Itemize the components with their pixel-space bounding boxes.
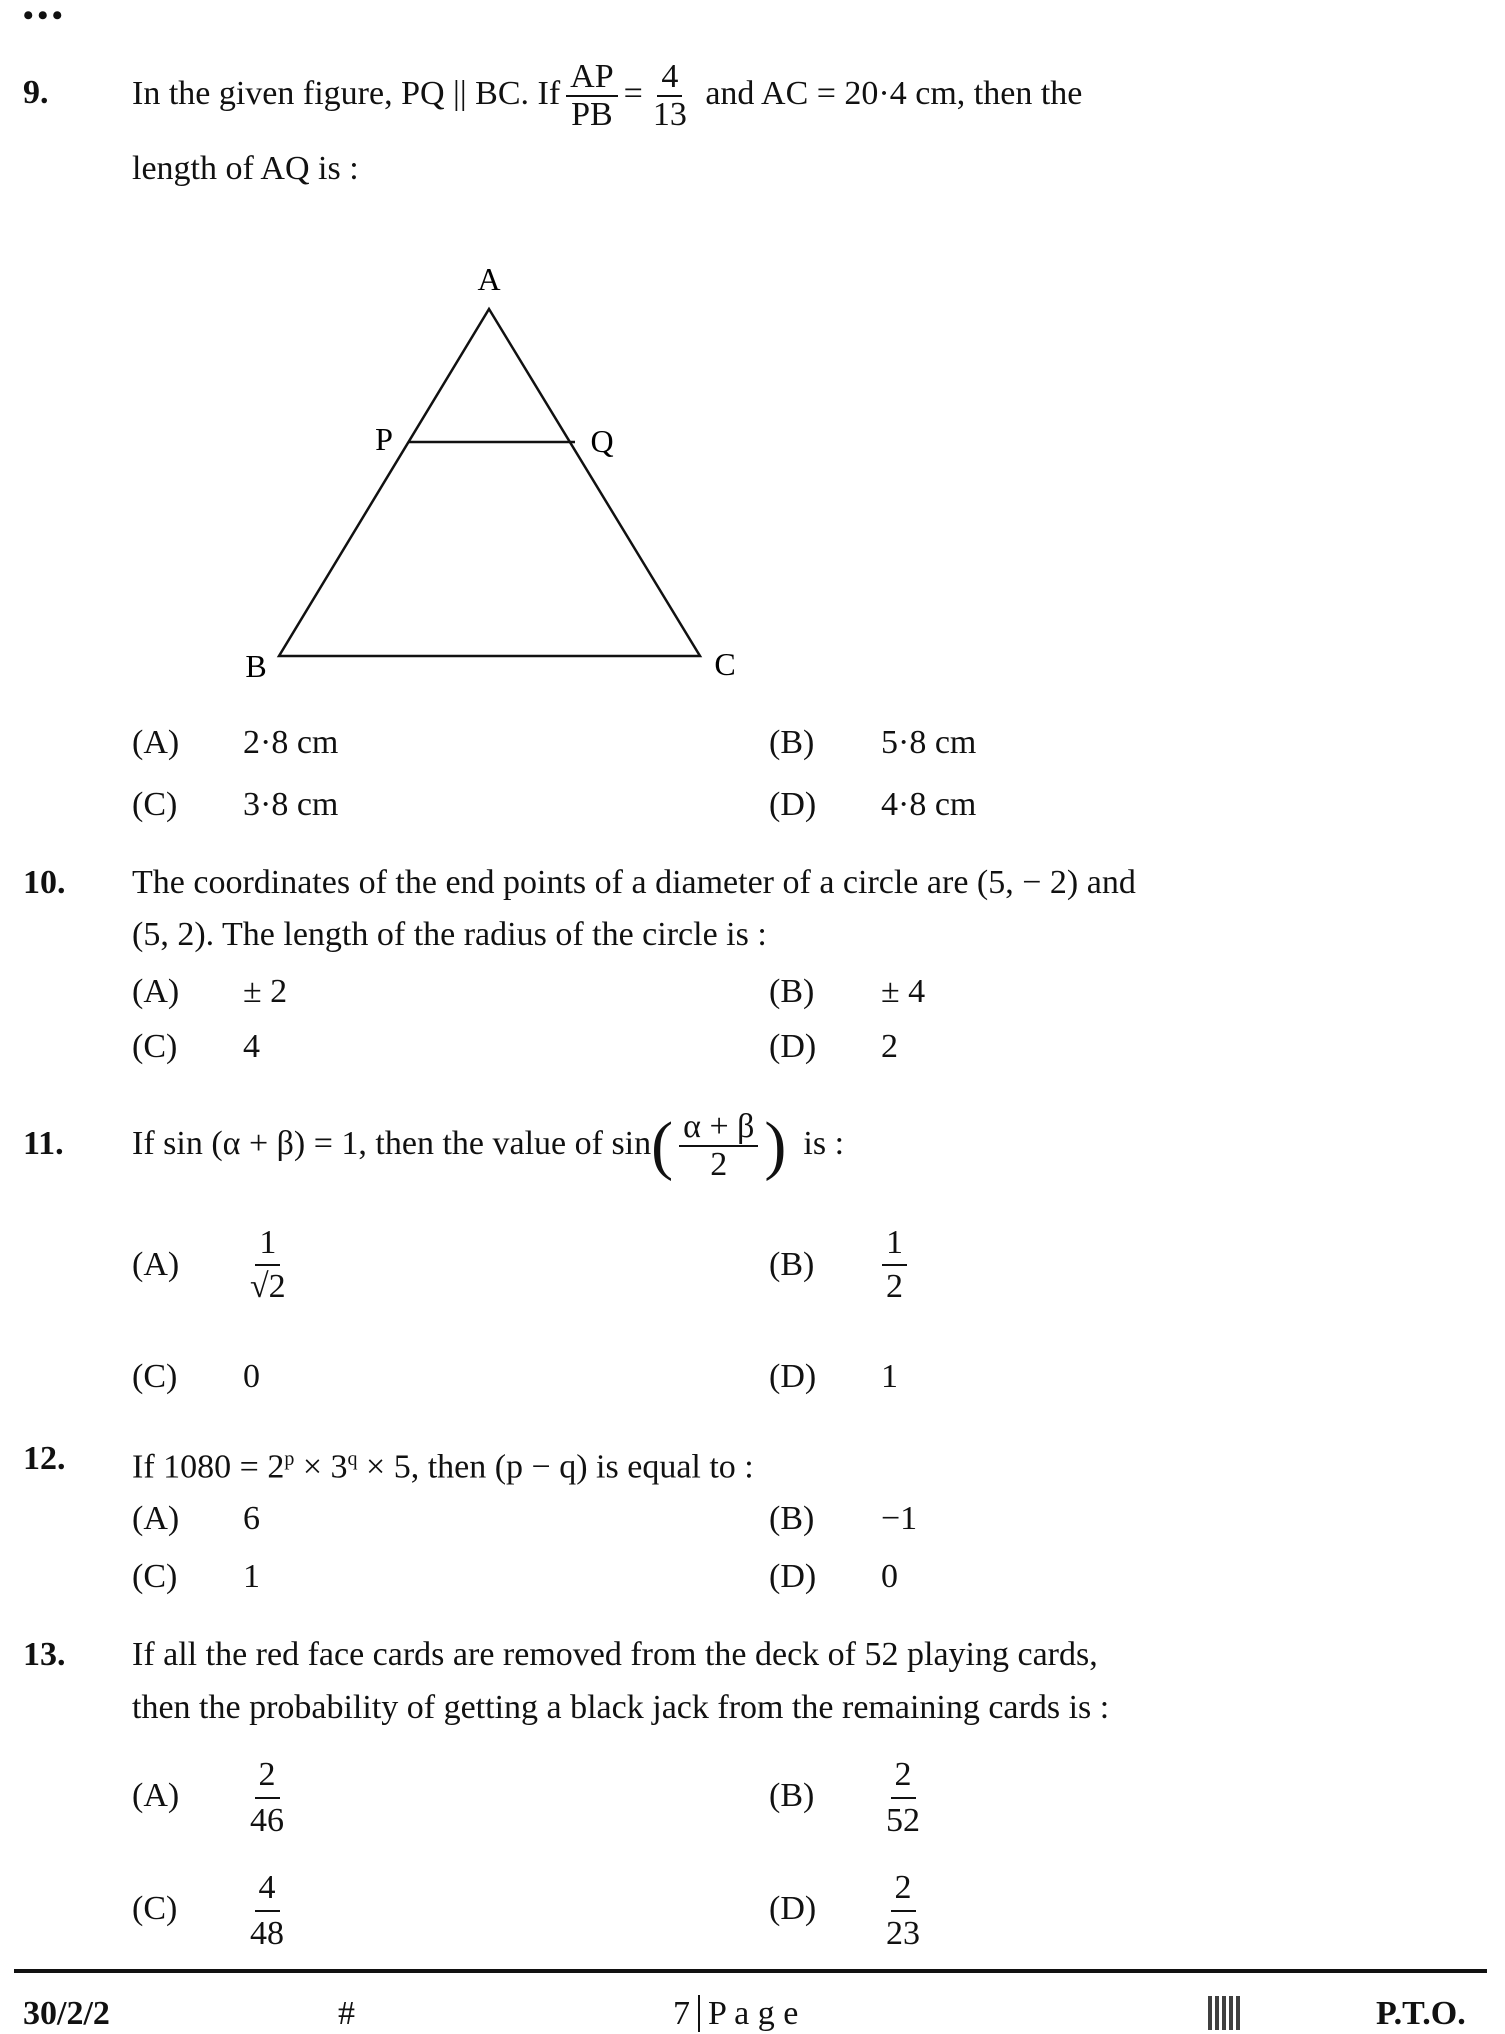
triangle-abc xyxy=(279,309,700,656)
question-number: 13. xyxy=(23,1636,66,1673)
footer-divider xyxy=(14,1969,1487,1973)
label-p: P xyxy=(375,421,393,457)
denominator: 13 xyxy=(652,96,687,134)
question-number: 11. xyxy=(23,1125,64,1162)
denominator: 52 xyxy=(886,1802,920,1839)
option-value: 5·8 cm xyxy=(881,724,977,761)
question-number: 10. xyxy=(23,864,66,901)
denominator: √2 xyxy=(250,1268,286,1305)
q12-text: × 3 xyxy=(294,1448,348,1486)
hash-mark: # xyxy=(338,1995,355,2032)
numerator: α + β xyxy=(679,1109,758,1147)
numerator: 4 xyxy=(657,59,682,97)
option-fraction xyxy=(240,1866,294,1956)
q11-text: If sin (α + β) = 1, then the value of sin xyxy=(132,1125,652,1162)
page-num: 7 xyxy=(673,1995,690,2032)
denominator: 23 xyxy=(886,1915,920,1952)
option-label: (B) xyxy=(769,724,815,761)
option-label: (B) xyxy=(769,1500,815,1537)
option-label: (A) xyxy=(132,724,180,761)
denominator: 46 xyxy=(250,1802,284,1839)
question-10-line1: The coordinates of the end points of a diameter of a circle are (5, − 2) and xyxy=(132,864,1136,901)
question-12-line1 xyxy=(132,1439,754,1487)
more-icon: ••• xyxy=(23,0,67,32)
exponent-q: q xyxy=(347,1448,358,1470)
label-c: C xyxy=(714,646,736,682)
option-value: 2·8 cm xyxy=(243,724,339,761)
option-label: (D) xyxy=(769,1028,817,1065)
half-angle-fraction xyxy=(679,1109,758,1183)
numerator: 1 xyxy=(255,1222,280,1266)
q9-text-end: and AC = 20·4 cm, then the xyxy=(705,75,1083,112)
option-fraction xyxy=(876,1222,913,1308)
page-label: P a g e xyxy=(708,1995,799,2032)
option-label: (C) xyxy=(132,1358,178,1395)
option-label: (B) xyxy=(769,973,815,1010)
numerator: 4 xyxy=(255,1866,280,1912)
qr-code-icon xyxy=(1208,1996,1242,2030)
option-label: (A) xyxy=(132,1500,180,1537)
exponent-p: p xyxy=(284,1448,295,1470)
q9-text: In the given figure, PQ || BC. If xyxy=(132,75,561,112)
denominator: PB xyxy=(571,96,613,134)
option-value: 0 xyxy=(243,1358,260,1395)
option-label: (B) xyxy=(769,1246,815,1283)
equals: = xyxy=(623,75,643,112)
option-fraction xyxy=(876,1753,930,1843)
question-9-line2: length of AQ is : xyxy=(132,150,359,187)
option-value: 3·8 cm xyxy=(243,786,339,823)
question-11-line1: If sin (α + β) = 1, then the value of sin( $\frac{\alpha + \beta}{2}$ ) is : xyxy=(132,1108,845,1184)
option-value: 1 xyxy=(881,1358,898,1395)
denominator: 48 xyxy=(250,1915,284,1952)
question-13-line2: then the probability of getting a black jack from the remaining cards is : xyxy=(132,1689,1110,1726)
option-value: −1 xyxy=(881,1500,918,1537)
option-fraction xyxy=(240,1222,296,1308)
option-label: (A) xyxy=(132,1246,180,1283)
denominator: 2 xyxy=(710,1146,728,1184)
option-label: (D) xyxy=(769,1890,817,1927)
label-a: A xyxy=(477,261,501,297)
option-label: (A) xyxy=(132,1777,180,1814)
question-10-line2: (5, 2). The length of the radius of the circle is : xyxy=(132,916,767,953)
option-value: ± 2 xyxy=(243,973,288,1010)
option-label: (C) xyxy=(132,1028,178,1065)
label-b: B xyxy=(245,648,267,684)
option-value: 4·8 cm xyxy=(881,786,977,823)
label-q: Q xyxy=(590,423,614,459)
q12-text: × 5, then (p − q) is equal to : xyxy=(357,1448,754,1486)
option-label: (A) xyxy=(132,973,180,1010)
question-number: 12. xyxy=(23,1440,66,1477)
option-value: 0 xyxy=(881,1558,898,1595)
option-value: 1 xyxy=(243,1558,260,1595)
question-number: 9. xyxy=(23,74,49,111)
triangle-figure xyxy=(0,0,1505,720)
q12-text: If 1080 = 2 xyxy=(132,1448,285,1486)
option-value: 2 xyxy=(881,1028,898,1065)
denominator: 2 xyxy=(886,1268,903,1305)
option-value: 6 xyxy=(243,1500,260,1537)
option-label: (C) xyxy=(132,1558,178,1595)
question-13-line1: If all the red face cards are removed from the deck of 52 playing cards, xyxy=(132,1636,1098,1673)
option-label: (D) xyxy=(769,786,817,823)
option-label: (D) xyxy=(769,1358,817,1395)
numerator: 1 xyxy=(882,1222,907,1266)
numerator: 2 xyxy=(891,1866,916,1912)
option-value: 4 xyxy=(243,1028,260,1065)
numerator: 2 xyxy=(255,1753,280,1799)
option-label: (C) xyxy=(132,1890,178,1927)
option-label: (C) xyxy=(132,786,178,823)
paper-code: 30/2/2 xyxy=(23,1995,110,2032)
option-fraction xyxy=(240,1753,294,1843)
option-label: (B) xyxy=(769,1777,815,1814)
page-number xyxy=(673,1994,798,2034)
numerator: AP xyxy=(566,59,617,97)
q11-text-end: is : xyxy=(803,1125,845,1162)
option-value: ± 4 xyxy=(881,973,926,1010)
pto-label: P.T.O. xyxy=(1376,1995,1466,2032)
option-fraction xyxy=(876,1866,930,1956)
option-label: (D) xyxy=(769,1558,817,1595)
numerator: 2 xyxy=(891,1753,916,1799)
